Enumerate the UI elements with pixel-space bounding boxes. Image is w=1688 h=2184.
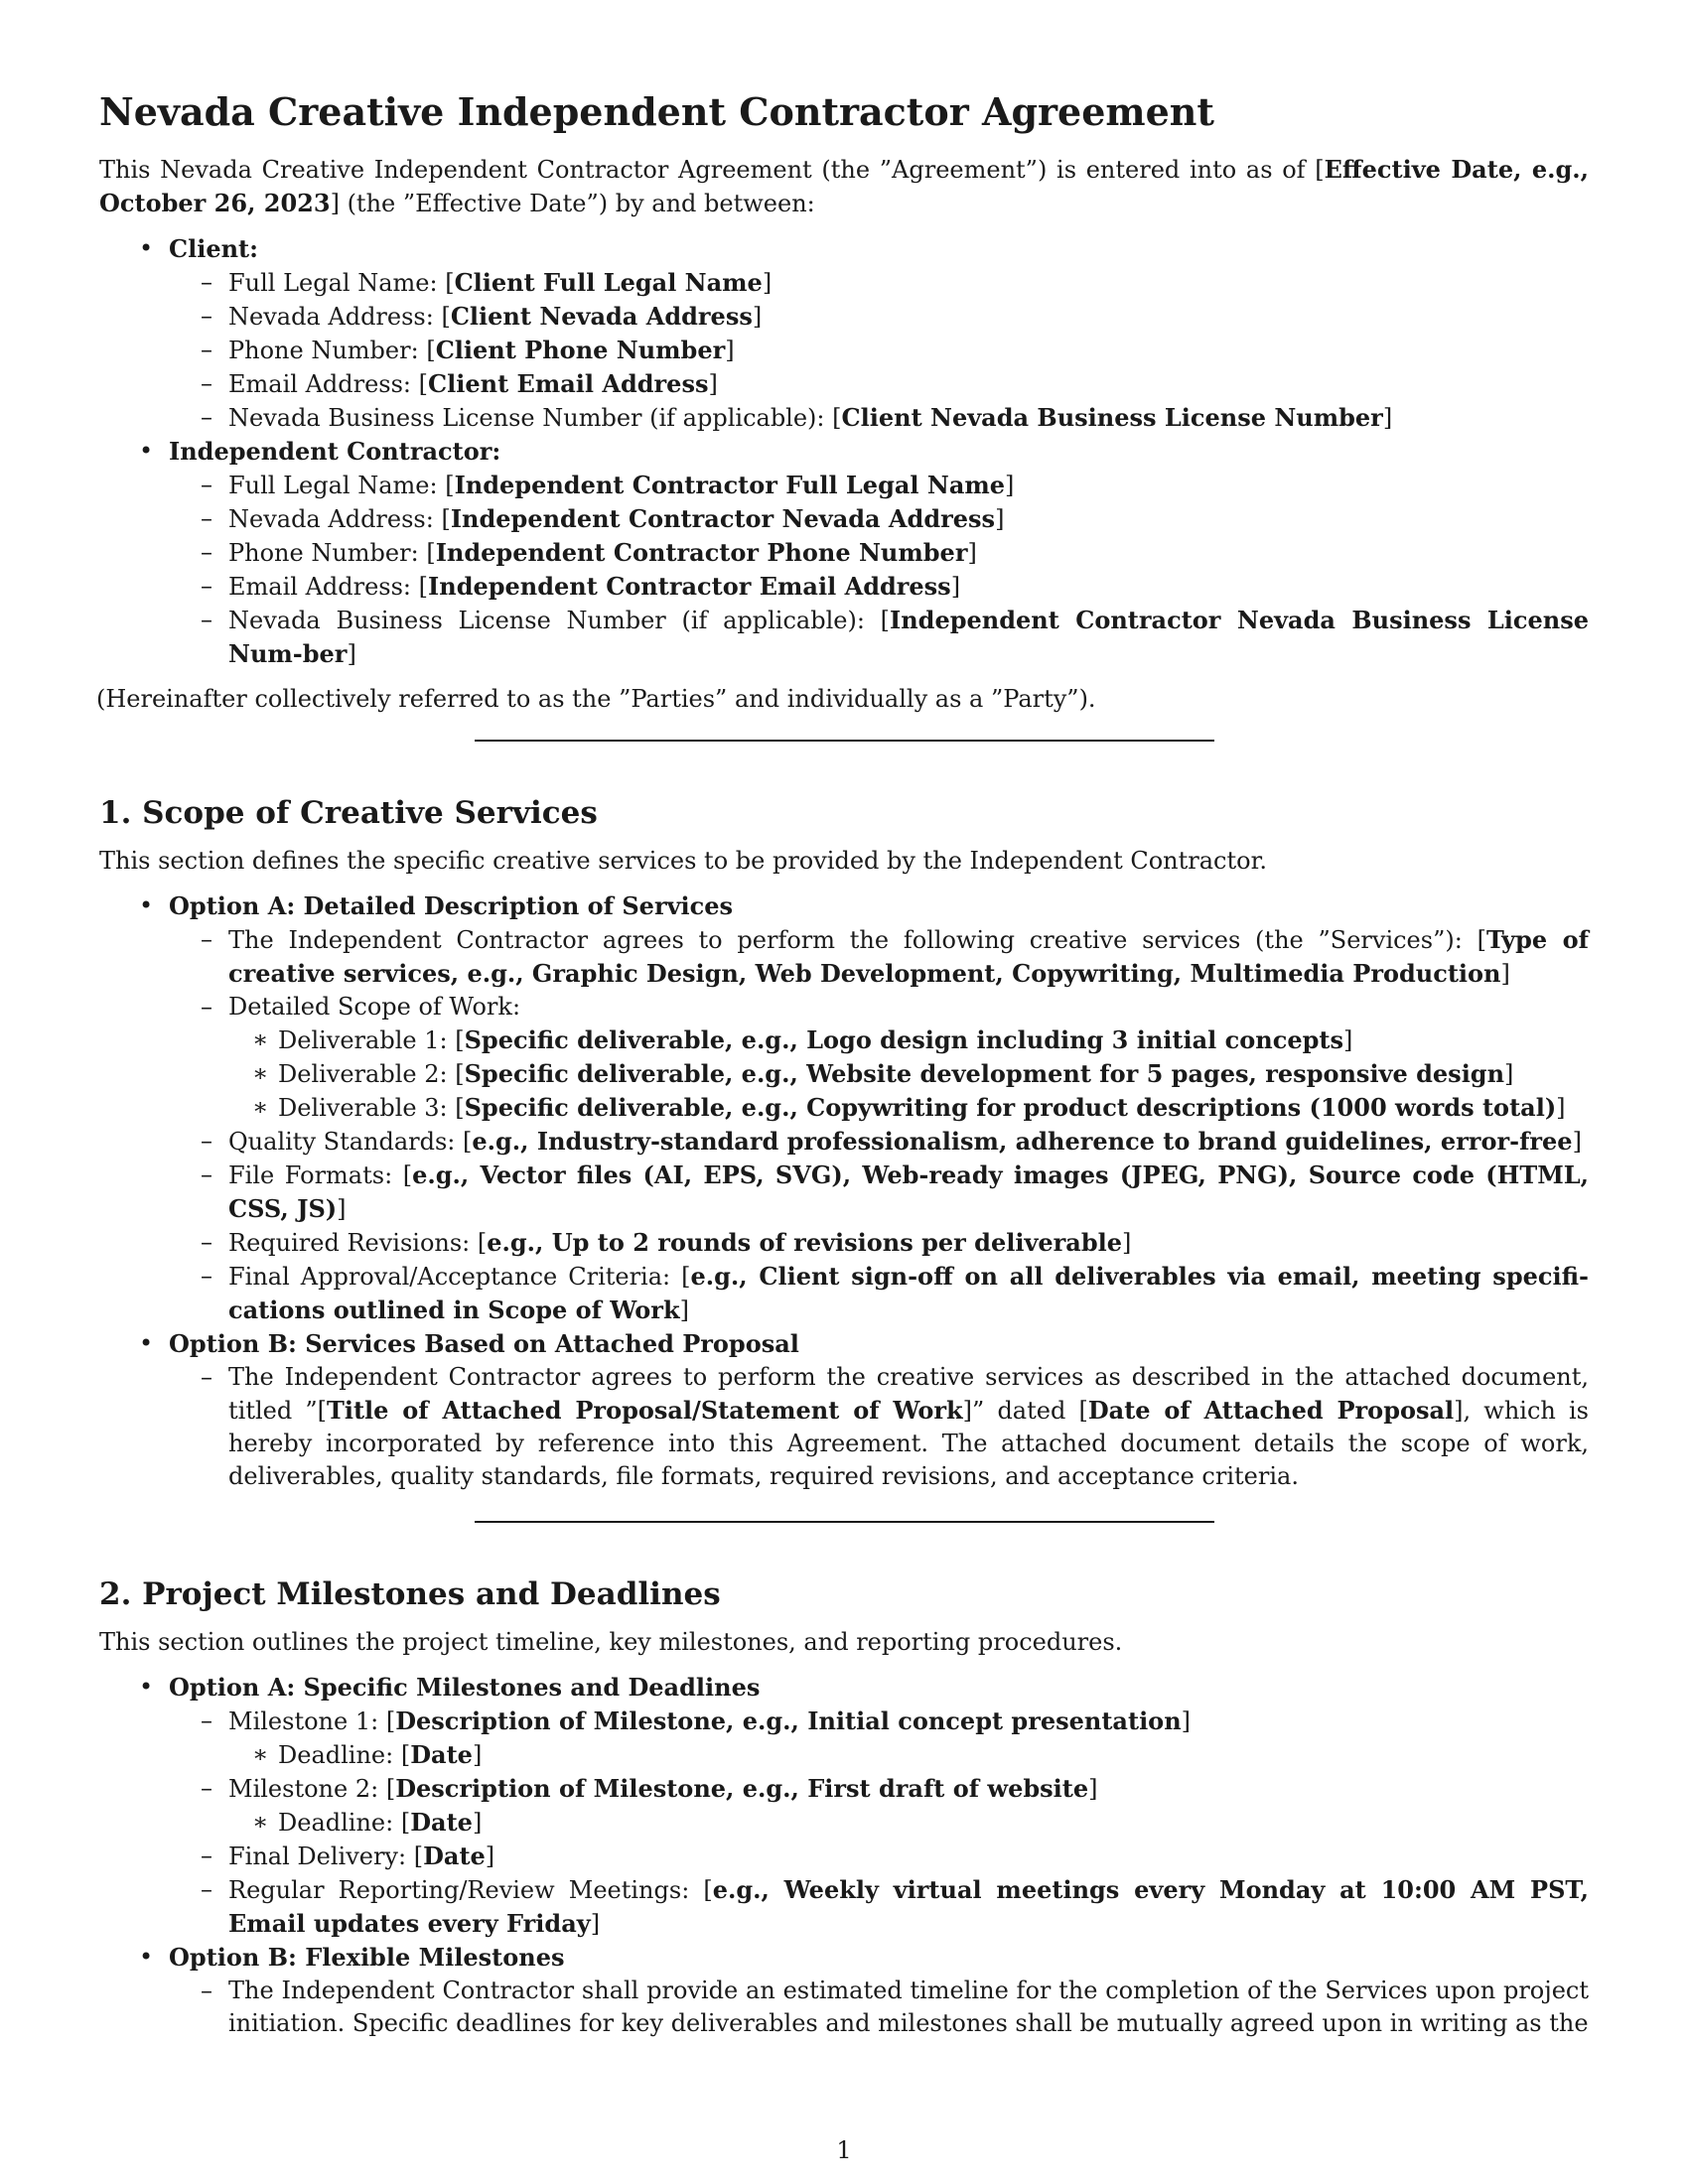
option-b-items	[169, 1361, 1589, 1493]
option-heading: Option A: Specific Milestones and Deadlines	[169, 1673, 761, 1702]
meetings-item: – Regular Reporting/Review Meetings: [e.g., Weekly virtual meetings every Monday at 10:00 AM PST, Email updates every Friday]	[169, 1873, 1589, 1941]
deadline-list	[228, 1738, 1589, 1772]
option-a	[99, 889, 1589, 1327]
item-label: Deliverable 1:	[278, 1026, 448, 1054]
contractor-field: – Nevada Business License Number (if applicable): [Independent Contractor Nevada Business License Num-ber]	[169, 604, 1589, 671]
item-label: File Formats:	[228, 1161, 393, 1189]
client-heading: Client:	[169, 234, 258, 263]
flexible-item	[169, 1975, 1589, 2040]
contractor-field: – Nevada Address: [Independent Contractor Nevada Address]	[169, 502, 1589, 536]
field-label: Phone Number:	[228, 539, 419, 567]
item-text: ]” dated [	[962, 1397, 1088, 1425]
client-party	[99, 232, 1589, 435]
deadline-item: ∗ Deadline: [Date]	[228, 1806, 1589, 1840]
item-label: Milestone 1:	[228, 1707, 379, 1735]
client-field: – Full Legal Name: [Client Full Legal Name]	[169, 266, 1589, 300]
field-label: Email Address:	[228, 573, 412, 601]
field-label: Nevada Business License Number (if applicable):	[228, 607, 865, 634]
milestone-item: – Milestone 2: [Description of Milestone, e.g., First draft of website] ∗ Deadline: [Date]	[169, 1772, 1589, 1840]
final-delivery-item: – Final Delivery: [Date]	[169, 1840, 1589, 1873]
field-value: Client Email Address	[428, 369, 709, 398]
client-field: – Nevada Business License Number (if applicable): [Client Nevada Business License Number]	[169, 401, 1589, 435]
section-intro: This section outlines the project timeline, key milestones, and reporting procedures.	[99, 1628, 1123, 1656]
client-field: – Phone Number: [Client Phone Number]	[169, 334, 1589, 367]
item-value: e.g., Vector files (AI, EPS, SVG), Web-ready images (JPEG, PNG), Source code (HTML, CSS, JS)	[228, 1160, 1589, 1223]
item-label: Quality Standards:	[228, 1128, 456, 1156]
item-value: e.g., Client sign-off on all deliverables via email, meeting specifi-cations outlined in Scope of Work	[228, 1262, 1590, 1324]
item-text: Detailed Scope of Work:	[228, 993, 521, 1021]
option-b-items	[169, 1975, 1589, 2040]
field-value: Independent Contractor Full Legal Name	[454, 471, 1006, 499]
field-value: Independent Contractor Email Address	[428, 572, 951, 601]
item-value: e.g., Industry-standard professionalism, adherence to brand guidelines, error-free	[472, 1127, 1573, 1156]
approval-item: – Final Approval/Acceptance Criteria: [e.g., Client sign-off on all deliverables via email, meeting specifi-cations outlined in Scope of Work]	[169, 1260, 1589, 1327]
quality-item: – Quality Standards: [e.g., Industry-standard professionalism, adherence to brand guidelines, error-free]	[169, 1125, 1589, 1159]
section1-options	[99, 889, 1589, 1493]
field-value: Independent Contractor Nevada Business License Num-ber	[228, 606, 1589, 668]
contractor-heading: Independent Contractor:	[169, 437, 501, 466]
item-label: Milestone 2:	[228, 1775, 379, 1803]
contractor-field: – Full Legal Name: [Independent Contractor Full Legal Name]	[169, 469, 1589, 502]
item-label: Final Delivery:	[228, 1843, 407, 1870]
revisions-item: – Required Revisions: [e.g., Up to 2 rounds of revisions per deliverable]	[169, 1226, 1589, 1260]
option-heading: Option A: Detailed Description of Services	[169, 891, 734, 920]
field-value: Client Full Legal Name	[454, 268, 763, 297]
services-item: – The Independent Contractor agrees to perform the following creative services (the ”Services”): [Type of creative services, e.g., Graphic Design, Web Development, Copywriting, Multimedia Production]	[169, 923, 1589, 991]
item-value: Description of Milestone, e.g., First draft of website	[395, 1774, 1089, 1803]
option-b	[99, 1327, 1589, 1493]
intro-text-end: ] (the ”Effective Date”) by and between:	[330, 190, 815, 217]
item-label: Final Approval/Acceptance Criteria:	[228, 1263, 671, 1291]
item-value: e.g., Weekly virtual meetings every Monday at 10:00 AM PST, Email updates every Friday	[228, 1875, 1589, 1938]
section-divider	[475, 1521, 1214, 1523]
field-value: Client Phone Number	[435, 336, 726, 364]
client-field: – Nevada Address: [Client Nevada Address]	[169, 300, 1589, 334]
item-label: Deadline:	[278, 1741, 394, 1769]
item-value: Specific deliverable, e.g., Logo design including 3 initial concepts	[464, 1025, 1343, 1054]
deliverables-list	[228, 1024, 1589, 1125]
deadline-item: ∗ Deadline: [Date]	[228, 1738, 1589, 1772]
proposal-date-field: Date of Attached Proposal	[1087, 1396, 1455, 1425]
field-label: Nevada Address:	[228, 303, 434, 331]
client-field: – Email Address: [Client Email Address]	[169, 367, 1589, 401]
field-value: Client Nevada Address	[450, 302, 753, 331]
deliverable-item: ∗ Deliverable 2: [Specific deliverable, e.g., Website development for 5 pages, responsive design]	[228, 1057, 1589, 1091]
item-value: e.g., Up to 2 rounds of revisions per deliverable	[487, 1228, 1123, 1257]
item-text: The Independent Contractor agrees to perform the creative services as described in the attached document, titled ”[	[228, 1363, 1589, 1425]
section-divider	[475, 740, 1214, 742]
contractor-field: – Email Address: [Independent Contractor Email Address]	[169, 570, 1589, 604]
item-text: The Independent Contractor shall provide an estimated timeline for the completion of the Services upon project initiation. Specific deadlines for key deliverables and milestones shall be mutually agreed upon in writing as the	[228, 1977, 1589, 2037]
item-label: Regular Reporting/Review Meetings:	[228, 1876, 690, 1904]
section-intro: This section defines the specific creative services to be provided by the Independent Contractor.	[99, 847, 1268, 875]
item-label: Deadline:	[278, 1809, 394, 1837]
item-value: Specific deliverable, e.g., Website development for 5 pages, responsive design	[464, 1059, 1505, 1088]
option-a-items	[169, 923, 1589, 1327]
document-title: Nevada Creative Independent Contractor Agreement	[99, 89, 1214, 134]
field-label: Full Legal Name:	[228, 269, 438, 297]
field-label: Phone Number:	[228, 337, 419, 364]
contractor-party	[99, 435, 1589, 671]
proposal-title-field: Title of Attached Proposal/Statement of Work	[326, 1396, 963, 1425]
deliverable-item: ∗ Deliverable 3: [Specific deliverable, e.g., Copywriting for product descriptions (1000 words total)]	[228, 1091, 1589, 1125]
parties-note: (Hereinafter collectively referred to as the ”Parties” and individually as a ”Party”).	[96, 685, 1096, 713]
contractor-fields	[169, 469, 1589, 671]
field-value: Client Nevada Business License Number	[841, 403, 1383, 432]
deliverable-item: ∗ Deliverable 1: [Specific deliverable, e.g., Logo design including 3 initial concepts]	[228, 1024, 1589, 1057]
section2-options	[99, 1671, 1589, 2040]
item-value: Date	[423, 1842, 486, 1870]
field-label: Email Address:	[228, 370, 412, 398]
proposal-item	[169, 1361, 1589, 1493]
scope-item	[169, 991, 1589, 1125]
contractor-field: – Phone Number: [Independent Contractor Phone Number]	[169, 536, 1589, 570]
parties-list	[99, 232, 1589, 671]
option-a-items	[169, 1705, 1589, 1941]
item-value: Description of Milestone, e.g., Initial concept presentation	[395, 1706, 1182, 1735]
intro-paragraph	[99, 153, 1589, 220]
item-value: Type of creative services, e.g., Graphic Design, Web Development, Copywriting, Multimedia Production	[228, 925, 1590, 988]
field-value: Independent Contractor Nevada Address	[450, 504, 996, 533]
page-number: 1	[836, 2136, 852, 2164]
item-value: Specific deliverable, e.g., Copywriting for product descriptions (1000 words total)	[464, 1093, 1557, 1122]
intro-text: This Nevada Creative Independent Contractor Agreement (the ”Agreement”) is entered into as of [	[99, 156, 1325, 184]
option-heading: Option B: Flexible Milestones	[169, 1943, 565, 1972]
option-a	[99, 1671, 1589, 1941]
field-label: Nevada Business License Number (if applicable):	[228, 404, 825, 432]
effective-date-field: Effective Date, e.g., October 26, 2023	[99, 155, 1589, 217]
section-heading: 2. Project Milestones and Deadlines	[99, 1576, 721, 1612]
item-label: Deliverable 2:	[278, 1060, 448, 1088]
item-label: Deliverable 3:	[278, 1094, 448, 1122]
client-fields	[169, 266, 1589, 435]
deadline-list	[228, 1806, 1589, 1840]
item-value: Date	[410, 1740, 473, 1769]
document-page	[96, 79, 1590, 2040]
option-heading: Option B: Services Based on Attached Proposal	[169, 1329, 799, 1358]
item-text: The Independent Contractor agrees to perform the following creative services (the ”Services”):	[228, 926, 1463, 954]
formats-item: – File Formats: [e.g., Vector files (AI, EPS, SVG), Web-ready images (JPEG, PNG), Source code (HTML, CSS, JS)]	[169, 1159, 1589, 1226]
item-value: Date	[410, 1808, 473, 1837]
option-b	[99, 1941, 1589, 2040]
item-text: ], which is hereby incorporated by reference into this Agreement. The attached document details the scope of work, deliverables, quality standards, file formats, required revisions, and acceptance criteria.	[228, 1397, 1589, 1490]
item-label: Required Revisions:	[228, 1229, 471, 1257]
section-heading: 1. Scope of Creative Services	[99, 795, 598, 831]
field-label: Full Legal Name:	[228, 472, 438, 499]
field-value: Independent Contractor Phone Number	[435, 538, 968, 567]
field-label: Nevada Address:	[228, 505, 434, 533]
milestone-item: – Milestone 1: [Description of Milestone, e.g., Initial concept presentation] ∗ Deadline: [Date]	[169, 1705, 1589, 1772]
